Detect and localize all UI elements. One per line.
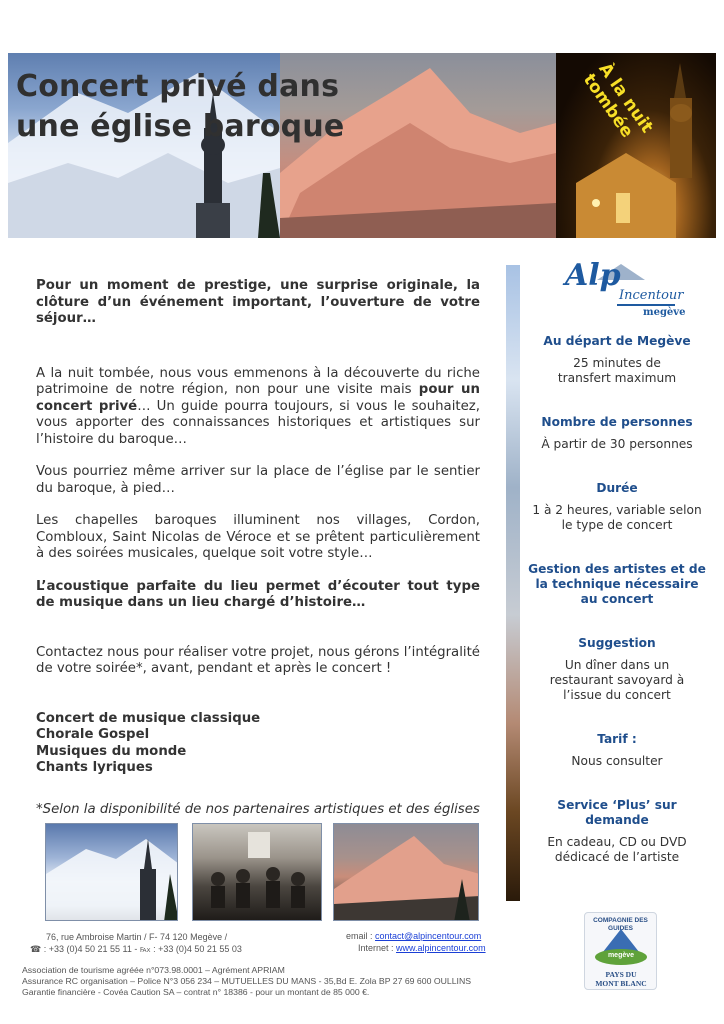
badge-bottom-line: PAYS DU: [605, 970, 637, 979]
info-block-artists: [528, 562, 706, 607]
legal-notice: [22, 965, 471, 998]
info-heading: Au départ de Megève: [543, 334, 691, 348]
church-winter-photo: [45, 823, 178, 921]
title-line-2: une église baroque: [16, 109, 345, 144]
info-body: Un dîner dans un restaurant savoyard à l’issue du concert: [549, 658, 685, 702]
guides-company-logo: [584, 912, 657, 990]
info-heading: Gestion des artistes et de la technique nécessaire au concert: [528, 562, 706, 606]
legal-line: Association de tourisme agréée n°073.98.0001 – Agrément APRIAM: [22, 965, 285, 975]
info-body: Nous consulter: [571, 754, 663, 768]
footer-email: [346, 930, 481, 943]
footer-address: 76, rue Ambroise Martin / F- 74 120 Megève /: [46, 932, 228, 942]
page-title: [16, 67, 344, 147]
badge-bottom-text: [585, 971, 657, 988]
phone-number: ☎ : +33 (0)4 50 21 55 11 -: [30, 944, 140, 954]
info-body: En cadeau, CD ou DVD dédicacé de l’artiste: [547, 835, 687, 864]
badge-name: megève: [607, 952, 635, 959]
discovery-text: A la nuit tombée, nous vous emmenons à la découverte du riche patrimoine de notre région, non pour une visite mais: [36, 365, 480, 397]
badge-bottom-line: MONT BLANC: [595, 978, 647, 988]
intro-paragraph: Pour un moment de prestige, une surprise originale, la clôture d’un événement important, l’ouverture de votre séjour…: [36, 278, 480, 326]
info-block-extra-service: [528, 798, 706, 865]
orchestra-graphic: [193, 824, 322, 921]
footer-website: [358, 942, 486, 955]
info-heading: Service ‘Plus’ sur demande: [557, 798, 677, 827]
info-block-price: [528, 732, 706, 769]
badge-top-text: COMPAGNIE DES GUIDES: [593, 917, 648, 932]
music-type-item: Chorale Gospel: [36, 727, 150, 742]
footer-phone-fax: [30, 943, 242, 956]
paragraph-contact: Contactez nous pour réaliser votre projet, nous gérons l’intégralité de votre soirée*, avant, pendant et après le concert !: [36, 644, 480, 676]
legal-line: Garantie financière - Covéa Caution SA – contrat n° 18386 - pour un montant de 85 000 €.: [22, 987, 370, 997]
music-type-item: Musiques du monde: [36, 743, 187, 759]
info-body: À partir de 30 personnes: [541, 437, 693, 451]
info-heading: Tarif :: [597, 732, 637, 746]
email-link[interactable]: contact@alpincentour.com: [375, 931, 482, 941]
logo-town: megève: [643, 307, 686, 318]
paragraph-acoustics: L’acoustique parfaite du lieu permet d’écouter tout type de musique dans un lieu chargé d’histoire…: [36, 578, 480, 610]
availability-note: *Selon la disponibilité de nos partenaires artistiques et des églises: [36, 801, 480, 817]
logo-subtitle: Incentour: [619, 288, 684, 303]
paragraph-discovery: [36, 366, 480, 449]
website-link[interactable]: www.alpincentour.com: [396, 943, 486, 953]
info-heading: Suggestion: [578, 636, 656, 650]
music-type-item: Concert de musique classique: [36, 710, 261, 726]
web-label: Internet :: [358, 943, 397, 953]
legal-line: Assurance RC organisation – Police N°3 056 234 – MUTUELLES DU MANS - 35,Bd E. Zola BP 27 69 600 OULLINS: [22, 976, 472, 986]
logo-brand: Alp: [565, 258, 621, 293]
night-tagline: À la nuit tombée: [578, 59, 657, 142]
music-type-item: Chants lyriques: [36, 760, 153, 775]
discovery-text-end: … Un guide pourra toujours, si vous le souhaitez, vous apporter des connaissances historiques et artistiques sur l’histoire du baroque…: [36, 398, 480, 447]
info-body: 25 minutes de transfert maximum: [557, 356, 677, 385]
decorative-photo-strip: [506, 265, 520, 901]
info-heading: Durée: [596, 481, 638, 495]
email-label: email :: [346, 931, 376, 941]
main-content: [36, 278, 480, 818]
info-block-duration: [528, 481, 706, 533]
mountain-dusk-photo: [333, 823, 479, 921]
alpincentour-logo: [557, 258, 686, 320]
paragraph-chapels: Les chapelles baroques illuminent nos villages, Cordon, Combloux, Saint Nicolas de Véroce et se prêtent particulièrement à des soirées musicales, quelque soit votre style…: [36, 513, 480, 561]
paragraph-path: Vous pourriez même arriver sur la place de l’église par le sentier du baroque, à pied…: [36, 464, 480, 496]
fax-number: ℻ : +33 (0)4 50 21 55 03: [139, 944, 242, 954]
info-heading: Nombre de personnes: [541, 415, 693, 429]
mountain-dusk-graphic: [334, 824, 479, 921]
orchestra-photo: [192, 823, 322, 921]
info-body: 1 à 2 heures, variable selon le type de concert: [532, 503, 702, 532]
info-block-group-size: [528, 415, 706, 452]
private-concert-emphasis: pour un concert privé: [36, 382, 480, 414]
music-type-list: [36, 711, 480, 777]
info-block-suggestion: [528, 636, 706, 703]
info-block-departure: [528, 334, 706, 386]
info-sidebar: [528, 258, 706, 865]
title-line-1: Concert privé dans: [16, 69, 340, 104]
church-winter-graphic: [46, 824, 178, 921]
